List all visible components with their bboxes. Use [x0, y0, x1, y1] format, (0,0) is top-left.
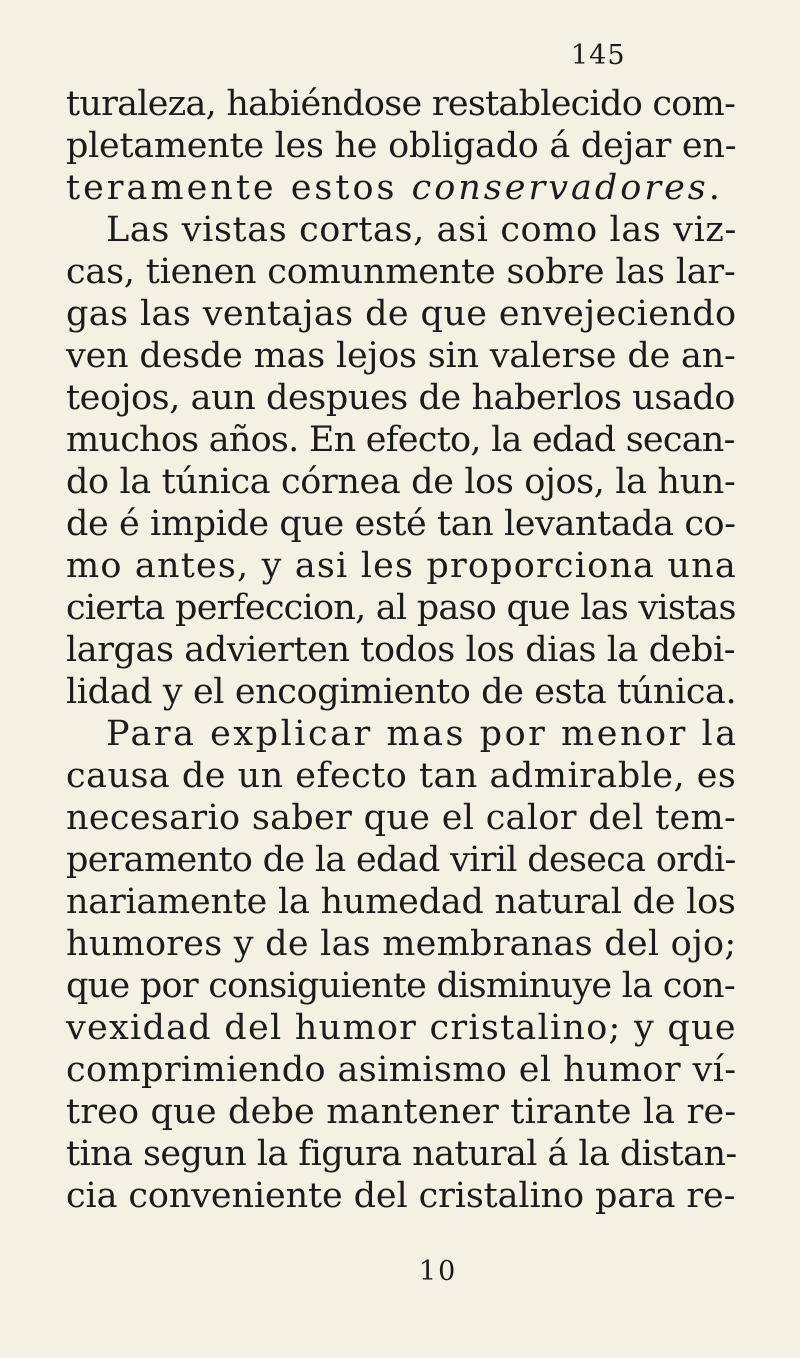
- text-line: [66, 168, 723, 208]
- page-number: 145: [571, 40, 626, 71]
- italic-word: conservadores: [411, 168, 709, 208]
- text-line: tina segun la figura natural á la distan-: [66, 1134, 737, 1174]
- text-fragment: .: [708, 168, 723, 208]
- text-fragment: teramente estos: [66, 168, 412, 208]
- signature-mark: 10: [419, 1256, 458, 1287]
- text-line: do la túnica córnea de los ojos, la hun-: [66, 462, 736, 502]
- text-line: teojos, aun despues de haberlos usado: [66, 378, 736, 418]
- text-line: ven desde mas lejos sin valerse de an-: [66, 336, 736, 376]
- text-line: vexidad del humor cristalino; y que: [66, 1008, 737, 1048]
- text-line: cas, tienen comunmente sobre las lar-: [66, 252, 736, 292]
- text-line: cia conveniente del cristalino para re-: [66, 1176, 736, 1216]
- text-line: peramento de la edad viril deseca ordi-: [66, 840, 736, 880]
- text-line: muchos años. En efecto, la edad secan-: [66, 420, 735, 460]
- text-line: causa de un efecto tan admirable, es: [66, 756, 737, 796]
- text-line: nariamente la humedad natural de los: [66, 882, 736, 922]
- text-line: Para explicar mas por menor la: [106, 714, 739, 754]
- text-line: lidad y el encogimiento de esta túnica.: [66, 672, 737, 712]
- text-line: pletamente les he obligado á dejar en-: [66, 126, 737, 166]
- text-line: humores y de las membranas del ojo;: [66, 924, 737, 964]
- text-line: necesario saber que el calor del tem-: [66, 798, 737, 838]
- text-line: turaleza, habiéndose restablecido com-: [66, 84, 736, 124]
- text-line: de é impide que esté tan levantada co-: [66, 504, 736, 544]
- text-line: cierta perfeccion, al paso que las vistas: [66, 588, 736, 628]
- text-line: Las vistas cortas, asi como las viz-: [106, 210, 737, 250]
- text-line: largas advierten todos los dias la debi-: [66, 630, 736, 670]
- text-line: que por consiguiente disminuye la con-: [66, 966, 735, 1006]
- text-line: treo que debe mantener tirante la re-: [66, 1092, 737, 1132]
- text-line: comprimiendo asimismo el humor ví-: [66, 1050, 737, 1090]
- text-line: gas las ventajas de que envejeciendo: [66, 294, 737, 334]
- text-line: mo antes, y asi les proporciona una: [66, 546, 737, 586]
